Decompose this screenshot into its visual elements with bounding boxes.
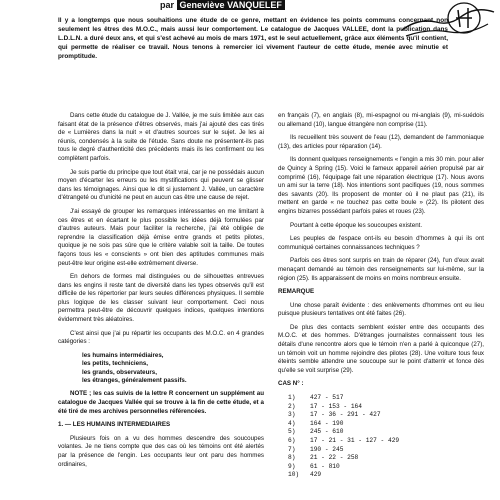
byline-prefix: par	[160, 0, 175, 10]
case-number: 7)	[288, 445, 296, 453]
case-row	[288, 437, 484, 446]
case-number: 6)	[288, 437, 296, 444]
case-values: 245 - 610	[310, 428, 344, 436]
case-number: 1)	[288, 394, 296, 402]
right-paragraph-7: Une chose paraît évidente : des enlèvements d'hommes ont eu lieu puisque plusieurs tentatives ont été faites (26).	[278, 301, 484, 318]
byline	[160, 0, 285, 10]
case-values: 17 - 36 - 291 - 427	[310, 411, 381, 419]
case-values: 190 - 245	[310, 445, 344, 453]
right-paragraph-4: Pourtant à cette époque les soucoupes existent.	[290, 221, 423, 229]
right-paragraph-2: Ils recueillent très souvent de l'eau (12), demandent de l'ammoniaque (13), des articles pour réparation (14).	[278, 134, 484, 150]
case-row	[288, 428, 484, 437]
case-number: 3)	[288, 411, 296, 419]
case-values: 21 - 22 - 258	[310, 454, 359, 462]
cases-list	[288, 394, 484, 480]
case-row	[288, 446, 484, 455]
intro-paragraph: Il y a longtemps que nous souhaitions une étude de ce genre, mettant en évidence les points communs concernant non seulement les êtres des M.O.C., mais aussi leur comportement. Le catalogue de Jacques VALLEE, dont la publication dans L.D.L.N. a duré deux ans, et qui s'est achevé au mois de mars 1971, est le seul actuellement, grâce aux éléments qu'il contient, qui permette de réaliser ce travail. Nous tenons à remercier ici vivement l'auteur de cette étude, menée avec minutie et promptitude.	[58, 17, 448, 60]
case-values: 17 - 153 - 164	[310, 402, 362, 410]
left-column	[58, 112, 264, 474]
case-number: 2)	[288, 402, 296, 410]
case-row	[288, 471, 484, 480]
case-row	[288, 403, 484, 412]
category-item: les humains intermédiaires,	[82, 351, 164, 359]
left-paragraph-4: En dehors de formes mal distinguées ou de silhouettes entrevues dans les engins il reste tant de diversité dans les types observés qu'il est difficile de les répertorier par leurs seules différences physiques. Il semble plus logique de les classer suivant leur comportement. Ceci nous permettra peut-être de découvrir quelques indices, quelques intentions évidemment très aléatoires.	[58, 273, 264, 324]
right-column	[278, 112, 484, 480]
case-number: 5)	[288, 428, 296, 436]
right-paragraph-6: Parfois ces êtres sont surpris en train de réparer (24), l'un d'eux avait menaçant demandé au témoin des renseignements sur lui-même, sur la région (25). Ils apparaissent de moins en moins nombreux ensuite.	[278, 257, 484, 282]
case-values: 429	[310, 471, 322, 479]
cases-title: CAS N° :	[278, 380, 304, 388]
case-row	[288, 420, 484, 429]
case-row	[288, 463, 484, 472]
category-item: les petits, techniciens,	[82, 360, 149, 368]
remarque-heading: REMARQUE	[278, 288, 315, 296]
left-paragraph-2: Je suis partie du principe que tout était vrai, car je ne possédais aucun moyen d'écarter les erreurs ou les mystifications qui peuvent se glisser dans les témoignages. Ainsi que le dit si justement J. Vallée, un caractère d'étrangeté ou d'unicité ne peut en aucun cas être une cause de rejet.	[58, 168, 264, 202]
category-item: les étranges, généralement passifs.	[82, 377, 187, 385]
case-row	[288, 394, 484, 403]
case-values: 17 - 21 - 31 - 127 - 429	[310, 437, 400, 444]
byline-author: Geneviève VANQUELEF	[177, 0, 285, 10]
right-paragraph-5: Les peuples de l'espace ont-ils eu besoin d'hommes à qui ils ont communiqué certaines connaissances techniques ?	[278, 235, 484, 251]
case-number: 4)	[288, 419, 296, 427]
right-paragraph-1: en français (7), en anglais (8), mi-espagnol ou mi-anglais (9), mi-suédois ou allemand (10), langue étrangère non comprise (11).	[278, 112, 484, 128]
note-paragraph: NOTE ; les cas suivis de la lettre R concernent un supplément au catalogue de Jacques Vallée qui se trouve à la fin de cette étude, et a été tiré de mes archives personnelles référencées.	[58, 390, 264, 415]
right-paragraph-8: De plus des contacts semblent exister entre des occupants des M.O.C. et des hommes. D'étranges journalistes connaissent tous les détails d'une rencontre alors que le témoin n'en a parlé à quiconque (27), un témoin voit un homme rejoindre des pilotes (28). Une voiture tous feux éteints semble attendre une soucoupe sur le point d'atterrir et fonce dès qu'elle se voit surprise (29).	[278, 323, 484, 374]
case-values: 427 - 517	[310, 394, 344, 402]
category-list	[82, 352, 264, 386]
case-row	[288, 411, 484, 420]
case-number: 9)	[288, 462, 296, 470]
category-item: les grands, observateurs,	[82, 368, 157, 376]
case-row	[288, 454, 484, 463]
right-paragraph-3: Ils donnent quelques renseignements « l'engin a mis 30 min. pour aller de Quincy à Spring (15). Voici le fameux appareil aérien propulsé par air comprimé (16), l'équipage fait une réparation électrique (17). Nous avons un ami sur la terre (18). Nos intentions sont pacifiques (19, nous sommes des savants (20). Ils proposent de monter où il ne plaut pas (21), ils mettent en garde « ne touchez pas cette boule » (22). Ils pilotent des engins bizarres possédant parfois pales et roues (23).	[278, 156, 484, 215]
case-values: 164 - 190	[310, 419, 344, 427]
case-number: 10)	[288, 471, 300, 479]
case-values: 61 - 810	[310, 462, 340, 470]
case-number: 8)	[288, 454, 296, 462]
left-paragraph-5: C'est ainsi que j'ai pu répartir les occupants des M.O.C. en 4 grandes catégories :	[58, 329, 264, 346]
left-paragraph-6: Plusieurs fois on a vu des hommes descendre des soucoupes volantes. Je ne tiens compte que des cas où les témoins ont été alertés par la présence de l'engin. Les occupants leur ont paru des hommes ordinaires,	[58, 434, 264, 468]
section-heading: 1. — LES HUMAINS INTERMEDIAIRES	[58, 421, 171, 429]
left-paragraph-3: J'ai essayé de grouper les remarques intéressantes en me limitant à ces êtres et en écartant le plus possible les idées déjà formulées par d'autres auteurs. Mais pour faciliter la recherche, j'ai été obligée de reprendre la classification déjà émise entre grands et petits pilotes, quoique je ne sois pas sûre que le critère valable soit la taille. De toutes façons tous les « conscients » ont bien des aptitudes communes mais peut-être leur origine est-elle extrêmement diverse.	[58, 207, 264, 267]
left-paragraph-1: Dans cette étude du catalogue de J. Vallée, je me suis limitée aux cas faisant état de la présence d'êtres observés, mais j'ai ajouté des cas tirés de « Lumières dans la nuit » et d'autres sources sur le sujet. Je les ai réunis, condensés à la suite de l'étude. Sans doute ne présentent-ils pas tous le degré d'authenticité des précédents mais ils les confirment ou les complètent parfois.	[58, 112, 264, 162]
